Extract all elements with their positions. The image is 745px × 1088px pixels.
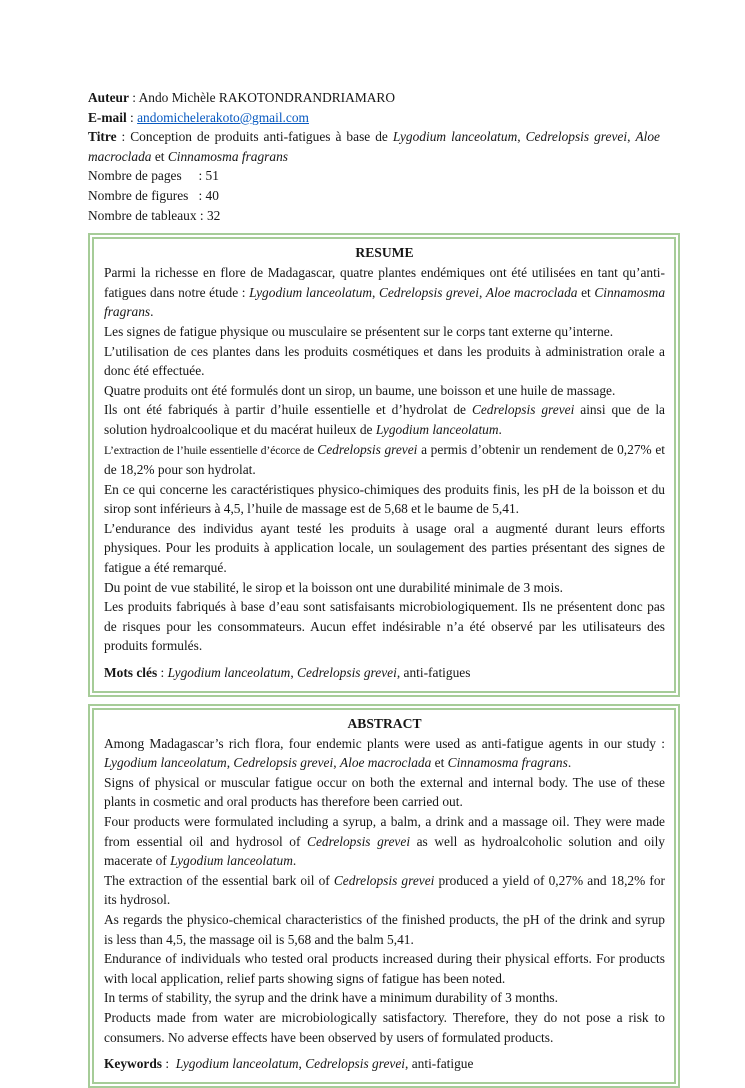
text-segment: Nombre de tableaux : 32 <box>88 207 221 223</box>
text-segment: As regards the physico-chemical characteristics of the finished products, the pH of the drink and syrup is less than 4,5, the massage oil is 5,68 and the balm 5,41. <box>104 911 665 947</box>
text-segment: : Conception de produits anti-fatigues à base de <box>116 129 393 145</box>
text-segment: , <box>226 755 234 771</box>
text-segment: : <box>126 109 138 125</box>
text-segment: In terms of stability, the syrup and the drink have a minimum durability of 3 months. <box>104 990 558 1006</box>
paragraph <box>104 519 665 578</box>
text-segment: Cedrelopsis grevei <box>525 129 628 145</box>
text-segment: et <box>577 284 595 300</box>
text-segment: Les produits fabriqués à base d’eau sont satisfaisants microbiologiquement. Ils ne présentent donc pas de risques pour les consommateurs. Aucun effet indésirable n’a été observé par les utilisateurs des produits formulés. <box>104 599 665 654</box>
paragraph <box>104 597 665 656</box>
text-segment: Aloe macroclada <box>88 129 660 164</box>
text-segment: Cedrelopsis grevei <box>307 833 411 849</box>
abstract-title: ABSTRACT <box>347 715 422 731</box>
text-segment: Cedrelopsis grevei <box>378 284 479 300</box>
text-segment: : <box>157 665 168 681</box>
text-segment: Cedrelopsis grevei <box>297 665 397 681</box>
tableaux-line <box>88 206 660 226</box>
text-segment: , <box>517 129 526 145</box>
text-segment: E-mail <box>88 109 127 125</box>
text-segment: , <box>372 284 379 300</box>
text-segment: Aloe macroclada <box>339 755 432 771</box>
text-segment: . <box>498 421 502 437</box>
text-segment: Lygodium lanceolatum <box>104 755 227 771</box>
text-segment: . <box>567 755 572 771</box>
text-segment: , <box>478 284 486 300</box>
text-segment: L’utilisation de ces plantes dans les produits cosmétiques et dans les produits à administration orale a donc été effectuée. <box>104 343 665 379</box>
text-segment: Lygodium lanceolatum <box>375 421 499 437</box>
text-segment: , anti-fatigue <box>405 1056 474 1072</box>
text-segment: et <box>151 148 168 164</box>
paragraph <box>104 949 665 988</box>
text-segment: Nombre de figures : 40 <box>88 187 219 203</box>
text-segment: Cedrelopsis grevei <box>333 872 435 888</box>
text-segment: Du point de vue stabilité, le sirop et la boisson ont une durabilité minimale de 3 mois. <box>104 579 563 595</box>
text-segment: . <box>292 853 297 869</box>
text-segment: Auteur <box>88 90 129 105</box>
paragraph <box>104 773 665 812</box>
text-segment: Among Madagascar’s rich flora, four endemic plants were used as anti-fatigue agents in our study : <box>104 735 665 751</box>
text-segment: : <box>162 1056 176 1072</box>
header-block <box>88 88 660 225</box>
text-segment: Lygodium lanceolatum <box>170 853 293 869</box>
text-segment: L’endurance des individus ayant testé les produits à usage oral a augmenté durant leurs efforts physiques. Pour les produits à application locale, un soulagement des parties présentant des signes de fatigue a été remarqué. <box>104 520 665 576</box>
text-segment: Mots clés <box>104 665 158 681</box>
text-segment: Cedrelopsis grevei <box>233 755 334 771</box>
text-segment: Lygodium lanceolatum <box>167 665 291 681</box>
paragraph <box>104 322 665 342</box>
text-segment: as well as hydroalcoholic solution and oily macerate of <box>104 833 666 869</box>
abstract-box <box>88 704 680 1088</box>
paragraph <box>104 871 665 910</box>
paragraph <box>104 400 665 439</box>
text-segment: Cedrelopsis grevei <box>305 1056 406 1072</box>
text-segment: Lygodium lanceolatum <box>249 284 372 300</box>
text-segment: Lygodium lanceolatum <box>175 1056 299 1072</box>
text-segment: Aloe macroclada <box>485 284 578 300</box>
text-segment: Cinnamosma fragrans <box>167 148 288 164</box>
mots-cles-line <box>104 663 665 683</box>
text-segment: Products made from water are microbiologically satisfactory. Therefore, they do not pose a risk to consumers. No adverse effects have been observed by users of formulated products. <box>104 1009 665 1045</box>
paragraph <box>104 910 665 949</box>
abstract-paragraphs <box>104 734 665 1074</box>
text-segment: Cinnamosma fragrans <box>447 755 568 771</box>
page-content <box>88 88 680 1088</box>
resume-title: RESUME <box>355 245 414 261</box>
text-segment: Cinnamosma fragrans <box>104 284 666 320</box>
paragraph <box>104 578 665 598</box>
pages-line <box>88 166 660 186</box>
text-segment: Signs of physical or muscular fatigue occur on both the external and internal body. The use of these plants in cosmetic and oral products has therefore been carried out. <box>104 774 665 810</box>
text-segment: . <box>150 304 154 320</box>
resume-box <box>88 233 680 696</box>
text-segment: ainsi que de la solution hydroalcoolique et du macérat huileux de <box>104 402 665 437</box>
paragraph <box>104 342 665 381</box>
email-line <box>88 108 660 128</box>
paragraph <box>104 440 665 480</box>
abstract-box-inner <box>92 708 676 1084</box>
paragraph <box>104 1008 665 1047</box>
figures-line <box>88 186 660 206</box>
text-segment: Les signes de fatigue physique ou musculaire se présentent sur le corps tant externe qu’interne. <box>104 323 614 339</box>
text-segment: Ils ont été fabriqués à partir d’huile essentielle et d’hydrolat de <box>104 402 472 418</box>
title-line <box>88 127 660 166</box>
text-segment: Titre <box>88 129 117 145</box>
text-segment: Nombre de pages : 51 <box>88 168 219 184</box>
keywords-line <box>104 1054 665 1074</box>
text-segment: : Ando Michèle RAKOTONDRANDRIAMARO <box>128 90 395 105</box>
text-segment: Parmi la richesse en flore de Madagascar, quatre plantes endémiques ont été utilisées en tant qu’anti-fatigues dans notre étude : <box>104 265 665 300</box>
text-segment: Quatre produits ont été formulés dont un sirop, un baume, une boisson et une huile de massage. <box>104 382 616 398</box>
text-segment: Cedrelopsis grevei <box>317 441 418 457</box>
text-segment: , <box>333 755 340 771</box>
text-segment: Keywords <box>104 1056 163 1072</box>
email-link[interactable]: andomichelerakoto@gmail.com <box>137 109 309 125</box>
text-segment: Four products were formulated including a syrup, a balm, a drink and a massage oil. They were made from essential oil and hydrosol of <box>104 814 665 849</box>
text-segment: , <box>298 1056 306 1072</box>
paragraph <box>104 988 665 1008</box>
text-segment: Cedrelopsis grevei <box>471 402 575 418</box>
text-segment: et <box>431 755 448 771</box>
text-segment: The extraction of the essential bark oil of <box>104 872 334 888</box>
resume-paragraphs <box>104 263 665 682</box>
author-line <box>88 88 660 108</box>
paragraph <box>104 812 665 871</box>
paragraph <box>104 381 665 401</box>
paragraph <box>104 480 665 519</box>
paragraph <box>104 734 665 773</box>
resume-box-inner <box>92 237 676 692</box>
text-segment: , <box>627 129 636 145</box>
text-segment: produced a yield of 0,27% and 18,2% for its hydrosol. <box>104 872 665 908</box>
text-segment: , <box>290 665 298 681</box>
text-segment: , anti-fatigues <box>396 665 471 681</box>
paragraph <box>104 263 665 322</box>
text-segment: En ce qui concerne les caractéristiques physico-chimiques des produits finis, les pH de la boisson et du sirop sont inférieurs à 4,5, l’huile de massage est de 5,68 et le baume de 5,41. <box>104 481 665 517</box>
text-segment: Endurance of individuals who tested oral products increased during their physical efforts. For products with local application, relief parts showing signs of fatigue has been noted. <box>104 951 665 986</box>
text-segment: L’extraction de l’huile essentielle d’écorce de <box>104 442 318 457</box>
text-segment: Lygodium lanceolatum <box>392 129 518 145</box>
text-segment: a permis d’obtenir un rendement de 0,27% et de 18,2% pour son hydrolat. <box>104 441 666 478</box>
